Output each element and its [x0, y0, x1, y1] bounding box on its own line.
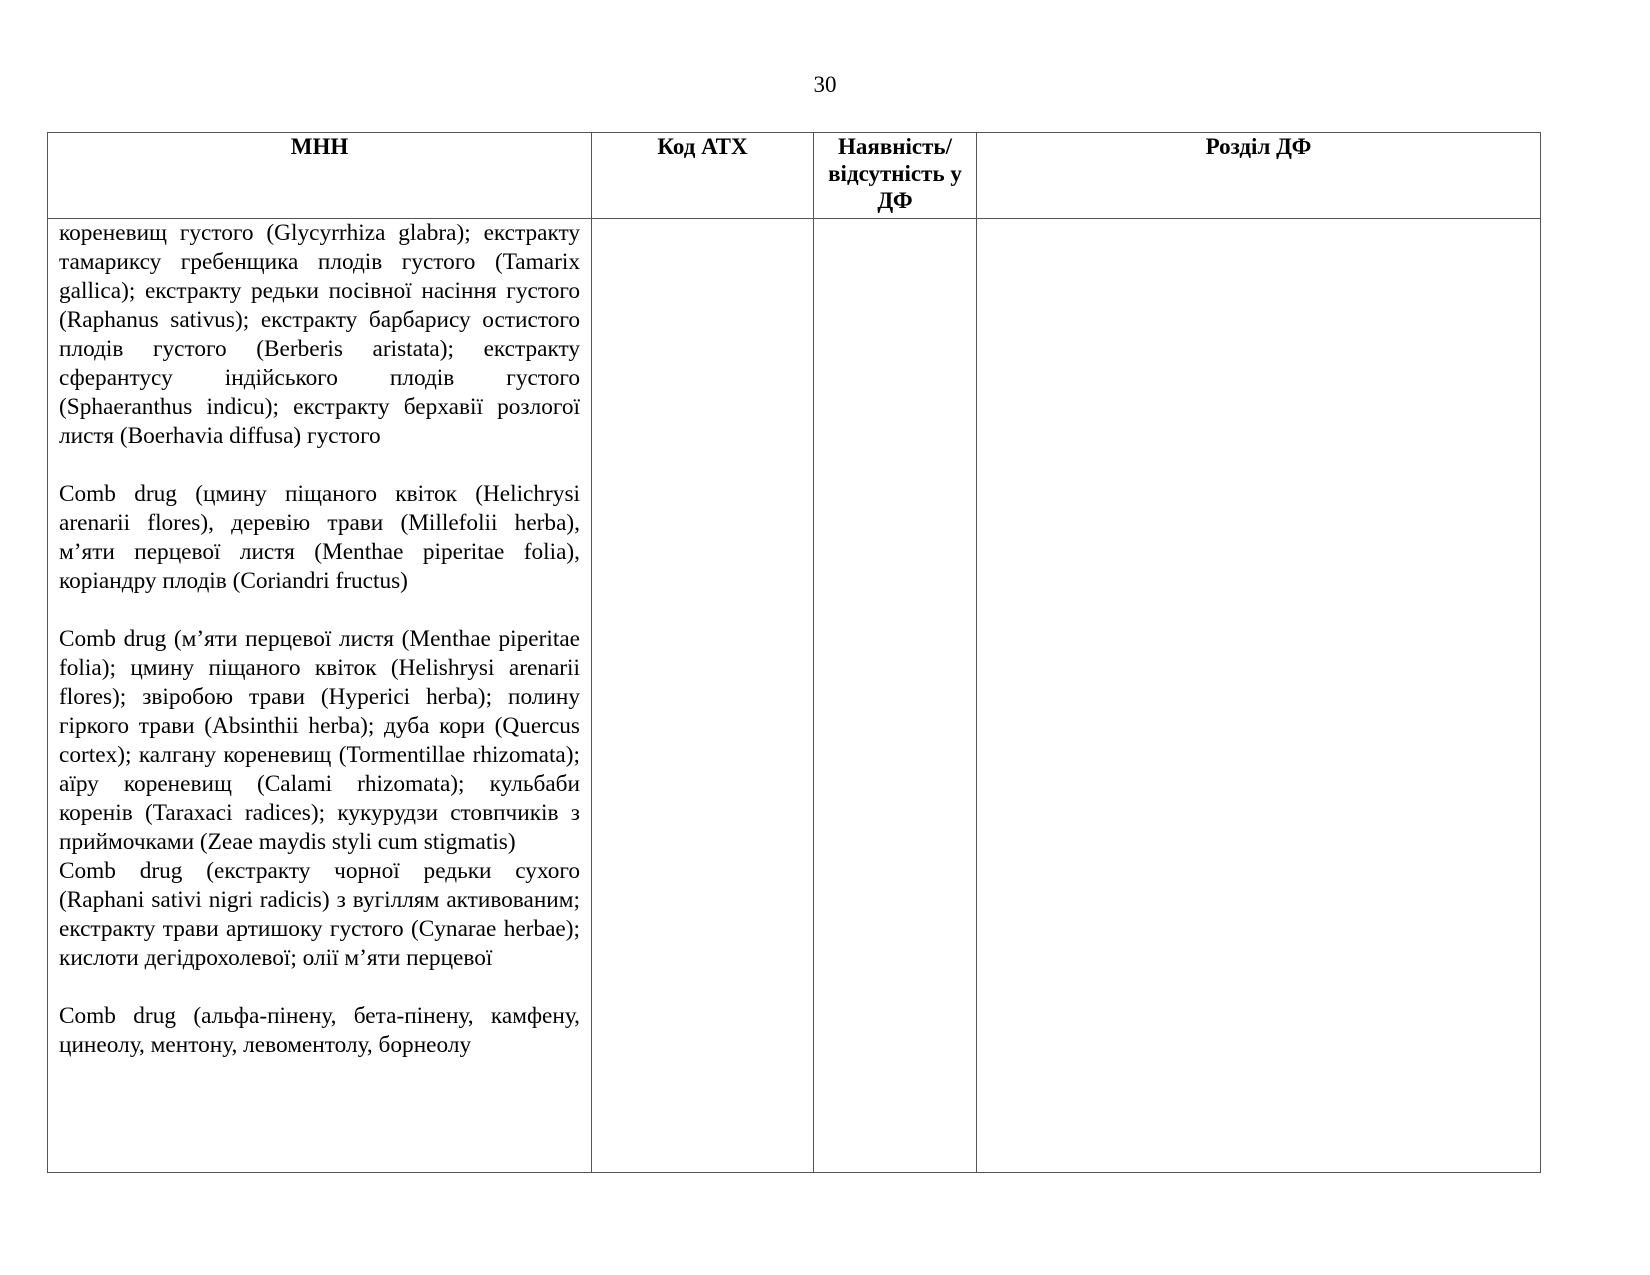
- mnn-paragraph: Comb drug (м’яти перцевої листя (Menthae piperitae folia); цмину піщаного квіток (Helishrysi arenarii flores); звіробою трави (Hyperici herba); полину гіркого трави (Absinthii herba); дуба кори (Quercus cortex); калгану кореневищ (Tormentillae rhizomata); аїру кореневищ (Calami rhizomata); кульбаби коренів (Taraxaci radices); кукурудзи стовпчиків з приймочками (Zeae maydis styli cum stigmatis): [59, 626, 580, 855]
- header-presence: Наявність/відсутність у ДФ: [814, 133, 977, 219]
- mnn-paragraph: кореневищ густого (Glycyrrhiza glabra); екстракту тамариксу гребенщика плодів густого (Tamarix gallica); екстракту редьки посівної насіння густого (Raphanus sativus); екстракту барбарису остистого плодів густого (Berberis aristata); екстракту сферантусу індійського плодів густого (Sphaeranthus indicu); екстракту берхавії розлогої листя (Boerhavia diffusa) густого: [59, 220, 580, 449]
- mnn-paragraph: Comb drug (цмину піщаного квіток (Helichrysi arenarii flores), деревію трави (Millefolii herba), м’яти перцевої листя (Menthae piperitae folia), коріандру плодів (Coriandri fructus): [59, 481, 580, 594]
- header-df-section: Розділ ДФ: [977, 133, 1541, 219]
- df-section-cell: [977, 219, 1541, 1173]
- header-atc-code: Код АТХ: [592, 133, 814, 219]
- presence-cell: [814, 219, 977, 1173]
- drug-formulary-table: [47, 132, 1541, 1173]
- mnn-cell: [48, 219, 592, 1173]
- header-mnn: МНН: [48, 133, 592, 219]
- atc-code-cell: [592, 219, 814, 1173]
- page-number: 30: [813, 72, 837, 97]
- table-header-row: [48, 133, 1541, 219]
- mnn-paragraph: Comb drug (екстракту чорної редьки сухого (Raphani sativi nigri radicis) з вугіллям активованим; екстракту трави артишоку густого (Cynarae herbae); кислоти дегідрохолевої; олії м’яти перцевої: [59, 858, 580, 971]
- mnn-paragraph: Comb drug (альфа-пінену, бета-пінену, камфену, цинеолу, ментону, левоментолу, борнеолу: [59, 1003, 580, 1058]
- table-row: [48, 219, 1541, 1173]
